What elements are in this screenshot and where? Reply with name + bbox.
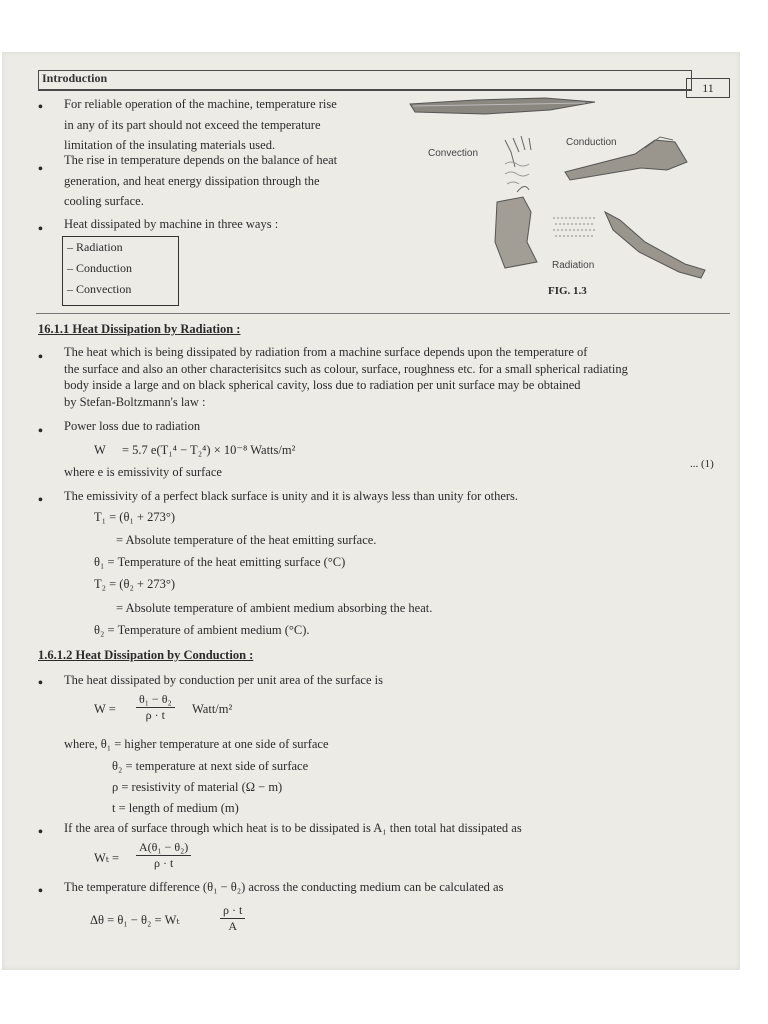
header-bar bbox=[38, 70, 692, 91]
text-line: cooling surface. bbox=[64, 194, 144, 208]
intro-bullet-2 bbox=[64, 150, 337, 212]
text-line: limitation of the insulating materials used. bbox=[64, 138, 276, 152]
area-statement: If the area of surface through which heat is to be dissipated is A₁ then total hat dissipated as bbox=[64, 821, 522, 835]
conduction-eq1-fraction bbox=[136, 692, 175, 723]
text-line: body inside a large and on black spherical cavity, loss due to radiation per unit surface may be obtained bbox=[64, 378, 581, 392]
bullet-icon: • bbox=[38, 222, 43, 237]
emissivity-statement: The emissivity of a perfect black surface is unity and it is always less than unity for others. bbox=[64, 489, 519, 503]
conduction-intro: The heat dissipated by conduction per unit area of the surface is bbox=[64, 673, 383, 687]
heat-dissipation-figure bbox=[405, 92, 730, 282]
bullet-icon: • bbox=[38, 424, 43, 439]
fraction-denominator: ρ · t bbox=[153, 856, 174, 870]
temp-diff-statement: The temperature difference (θ₁ − θ₂) across the conducting medium can be calculated as bbox=[64, 880, 504, 894]
fraction-denominator: A bbox=[228, 919, 237, 933]
fraction-denominator: ρ · t bbox=[145, 708, 165, 722]
text-line: by Stefan-Boltzmann's law : bbox=[64, 394, 206, 409]
conduction-eq1-lhs: W = bbox=[94, 702, 116, 716]
power-loss-label: Power loss due to radiation bbox=[64, 419, 201, 433]
def-theta1: θ₁ = Temperature of the heat emitting surface (°C) bbox=[94, 555, 346, 569]
text-line: For reliable operation of the machine, temperature rise bbox=[64, 97, 337, 111]
text-line: The heat which is being dissipated by radiation from a machine surface depends upon the temperature of bbox=[64, 345, 588, 359]
divider bbox=[36, 313, 730, 314]
page-number: 11 bbox=[686, 78, 730, 98]
figure-caption: FIG. 1.3 bbox=[548, 285, 587, 297]
where-theta1: where, θ₁ = higher temperature at one side of surface bbox=[64, 737, 329, 751]
bullet-icon: • bbox=[38, 350, 43, 365]
heading-radiation: 16.1.1 Heat Dissipation by Radiation : bbox=[38, 322, 241, 336]
bullet-icon: • bbox=[38, 884, 43, 899]
bullet-icon: • bbox=[38, 676, 43, 691]
rod-illustration bbox=[410, 98, 595, 114]
def-T1-meaning: = Absolute temperature of the heat emitting surface. bbox=[116, 533, 377, 547]
intro-bullet-3: Heat dissipated by machine in three ways : bbox=[64, 217, 279, 231]
where-theta2: θ₂ = temperature at next side of surface bbox=[112, 759, 309, 773]
radiation-equation-lhs: W bbox=[94, 443, 106, 457]
def-T1: T₁ = (θ₁ + 273°) bbox=[94, 510, 176, 524]
conduction-eq2-lhs: Wₜ = bbox=[94, 851, 120, 865]
bullet-icon: • bbox=[38, 825, 43, 840]
chapter-title: Introduction bbox=[42, 71, 108, 85]
equation-number: ... (1) bbox=[690, 458, 714, 470]
way-conduction: – Conduction bbox=[67, 261, 132, 275]
bullet-icon: • bbox=[38, 162, 43, 177]
where-t: t = length of medium (m) bbox=[112, 801, 239, 815]
fraction-numerator: ρ · t bbox=[220, 903, 245, 919]
conduction-eq2-fraction bbox=[136, 840, 191, 871]
way-radiation: – Radiation bbox=[67, 240, 123, 254]
bullet-icon: • bbox=[38, 100, 43, 115]
convection-illustration bbox=[495, 136, 537, 268]
def-T2: T₂ = (θ₂ + 273°) bbox=[94, 577, 176, 591]
radiation-equation-rhs: = 5.7 e(T₁⁴ − T₂⁴) × 10⁻⁸ Watts/m² bbox=[122, 443, 296, 457]
fraction-numerator: θ₁ − θ₂ bbox=[136, 692, 175, 708]
fraction-numerator: A(θ₁ − θ₂) bbox=[136, 840, 191, 856]
def-theta2: θ₂ = Temperature of ambient medium (°C). bbox=[94, 623, 310, 637]
text-line: the surface and also an other characterisitcs such as colour, surface, roughness etc. for a small spherical radiating bbox=[64, 361, 628, 376]
text-line: generation, and heat energy dissipation through the bbox=[64, 173, 320, 188]
way-convection: – Convection bbox=[67, 282, 132, 296]
where-rho: ρ = resistivity of material (Ω − m) bbox=[112, 780, 283, 794]
label-radiation: Radiation bbox=[552, 260, 595, 271]
def-T2-meaning: = Absolute temperature of ambient medium absorbing the heat. bbox=[116, 601, 433, 615]
conduction-eq3-lhs: Δθ = θ₁ − θ₂ = Wₜ bbox=[90, 913, 180, 927]
radiation-paragraph bbox=[64, 344, 628, 410]
intro-bullet-1 bbox=[64, 94, 337, 156]
label-convection: Convection bbox=[428, 148, 479, 159]
text-line: in any of its part should not exceed the temperature bbox=[64, 117, 321, 132]
heat-ways-box bbox=[62, 236, 179, 306]
text-line: The rise in temperature depends on the balance of heat bbox=[64, 153, 338, 167]
label-conduction: Conduction bbox=[566, 137, 617, 148]
bullet-icon: • bbox=[38, 493, 43, 508]
conduction-eq3-fraction bbox=[220, 903, 245, 934]
conduction-eq1-unit: Watt/m² bbox=[192, 702, 233, 716]
emissivity-where: where e is emissivity of surface bbox=[64, 465, 222, 479]
heading-conduction: 1.6.1.2 Heat Dissipation by Conduction : bbox=[38, 648, 254, 662]
